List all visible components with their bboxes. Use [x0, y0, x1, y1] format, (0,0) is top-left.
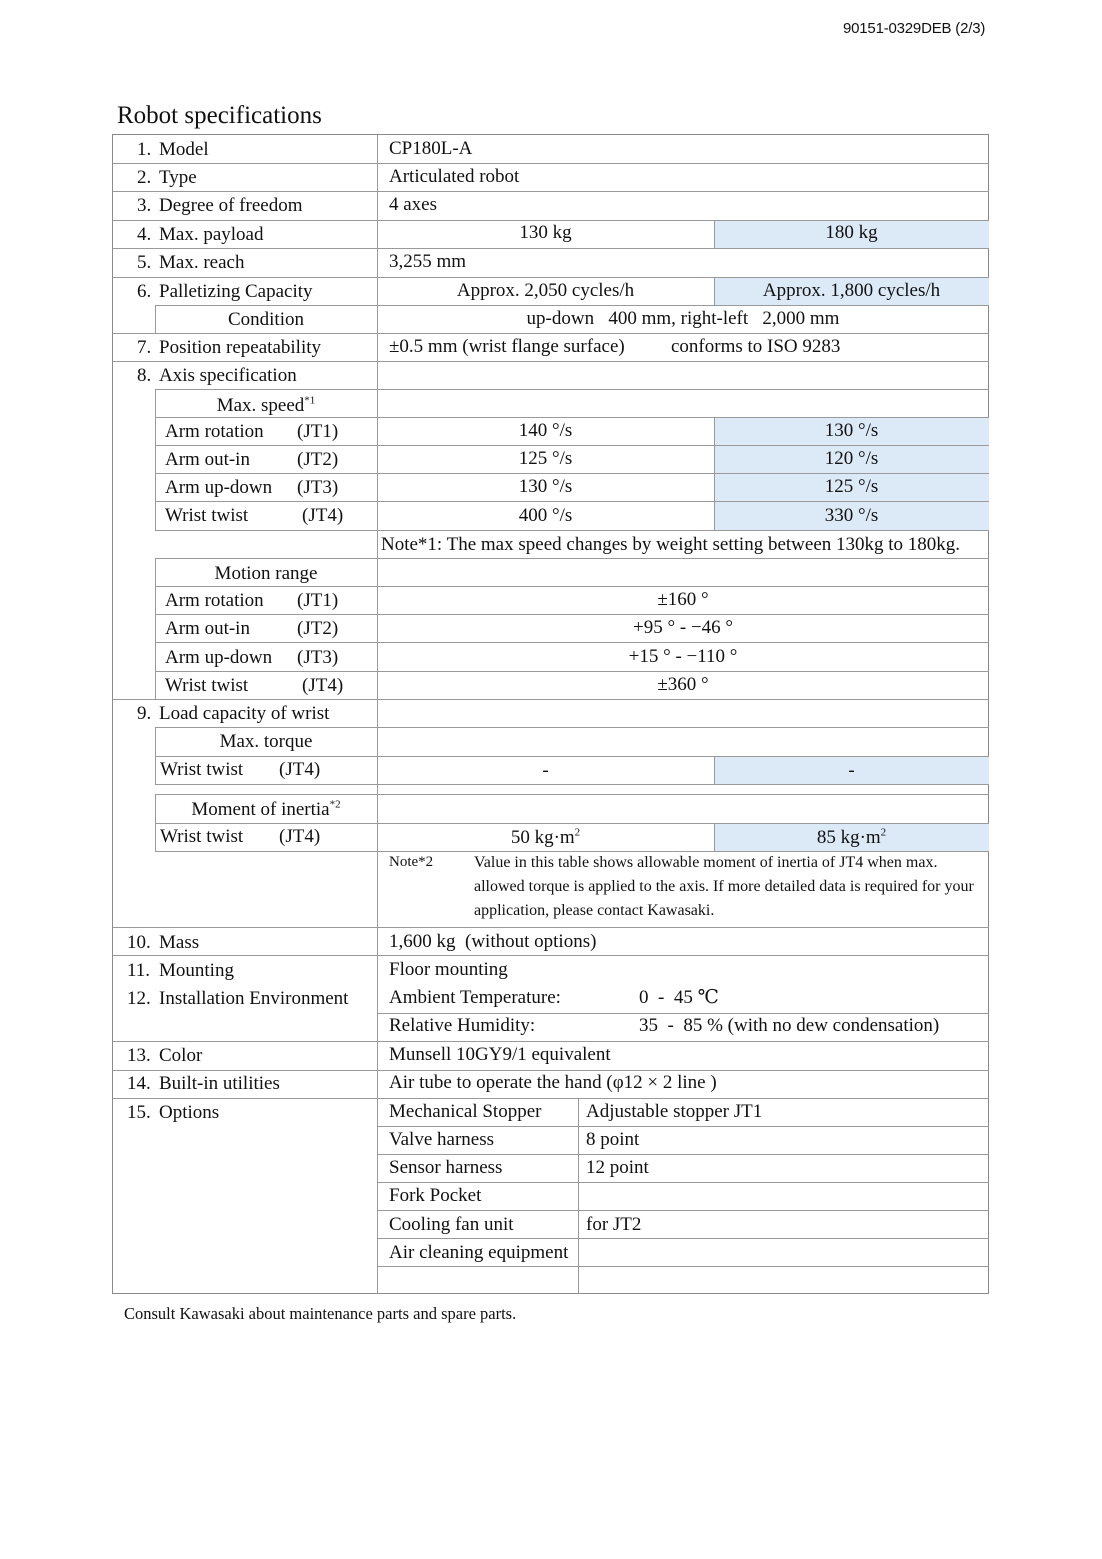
payload-130: 130 kg [519, 222, 572, 243]
reach-label: Max. reach [159, 252, 245, 273]
range-value: +15 ° - −110 ° [628, 646, 738, 667]
mounting-label: Mounting [159, 960, 234, 981]
environment-label: Installation Environment [159, 988, 349, 1009]
row-number: 11. [127, 960, 151, 981]
speed-axis-name: Wrist twist [165, 505, 249, 526]
inertia-axis-name: Wrist twist [160, 826, 244, 847]
color-label: Color [159, 1045, 203, 1066]
speed-180: 125 °/s [824, 476, 879, 497]
option-name: Valve harness [389, 1129, 494, 1150]
speed-axis-name: Arm out-in [165, 449, 250, 470]
inertia-130: 50 $kg\cdot m^2$ [510, 826, 581, 848]
max-speed-label: Max. speed$^{*1}$ [216, 394, 316, 416]
speed-axis-jt: (JT4) [302, 505, 344, 526]
row-number: 9. [137, 703, 152, 724]
iso-conformance: conforms to ISO 9283 [671, 336, 841, 357]
utilities-value: Air tube to operate the hand (φ12 × 2 line ) [389, 1072, 717, 1093]
payload-label: Max. payload [159, 224, 264, 245]
temperature-label: Ambient Temperature: [389, 987, 561, 1008]
options-label: Options [159, 1102, 220, 1123]
option-name: Cooling fan unit [389, 1214, 514, 1235]
footer-note: Consult Kawasaki about maintenance parts and spare parts. [124, 1304, 517, 1323]
note-ref-1: *1 [304, 394, 316, 407]
option-name: Fork Pocket [389, 1185, 482, 1206]
option-value: 8 point [586, 1129, 640, 1150]
row-number: 8. [137, 365, 152, 386]
speed-130: 400 °/s [518, 505, 573, 526]
reach-value: 3,255 mm [389, 251, 467, 272]
range-axis-jt: (JT2) [297, 618, 339, 639]
dof-label: Degree of freedom [159, 195, 303, 216]
range-axis-name: Wrist twist [165, 675, 249, 696]
payload-180: 180 kg [825, 222, 878, 243]
axis-spec-label: Axis specification [159, 365, 297, 386]
range-axis-name: Arm rotation [165, 590, 264, 611]
inertia-axis-jt: (JT4) [279, 826, 321, 847]
option-value: 12 point [586, 1157, 649, 1178]
torque-axis-jt: (JT4) [279, 759, 321, 780]
color-value: Munsell 10GY9/1 equivalent [389, 1044, 611, 1065]
model-label: Model [159, 139, 209, 160]
utilities-label: Built-in utilities [159, 1073, 280, 1094]
cycles-130: Approx. 2,050 cycles/h [456, 280, 635, 301]
range-axis-name: Arm out-in [165, 618, 250, 639]
note-2-mark: Note*2 [389, 854, 434, 870]
cycles-180: Approx. 1,800 cycles/h [762, 280, 941, 301]
option-name: Sensor harness [389, 1157, 503, 1178]
row-number: 13. [127, 1045, 151, 1066]
mounting-value: Floor mounting [389, 959, 508, 980]
range-value: ±360 ° [657, 674, 709, 695]
range-axis-jt: (JT4) [302, 675, 344, 696]
humidity-value: 35 - 85 % (with no dew condensation) [639, 1015, 940, 1036]
inertia-label: Moment of inertia$^{*2}$ [191, 798, 341, 820]
motion-range-label: Motion range [214, 563, 318, 584]
condition-label: Condition [227, 309, 304, 330]
row-number: 7. [137, 337, 152, 358]
note-2-text: Value in this table shows allowable moment of inertia of JT4 when max. allowed torque is applied to the axis. If more detailed data is required for your application, please contact Kawasaki. [474, 854, 974, 919]
torque-axis-name: Wrist twist [160, 759, 244, 780]
range-axis-name: Arm up-down [165, 647, 273, 668]
speed-180: 330 °/s [824, 505, 879, 526]
row-number: 4. [137, 224, 152, 245]
spec-table [112, 134, 989, 1294]
speed-180: 130 °/s [824, 420, 879, 441]
row-number: 10. [127, 932, 151, 953]
document-number: 90151-0329DEB (2/3) [843, 20, 986, 37]
max-torque-label: Max. torque [219, 731, 313, 752]
range-axis-jt: (JT1) [297, 590, 339, 611]
option-value: Adjustable stopper JT1 [586, 1101, 763, 1122]
humidity-label: Relative Humidity: [389, 1015, 536, 1036]
note-ref-2: *2 [329, 798, 341, 811]
repeatability-label: Position repeatability [159, 337, 322, 358]
type-label: Type [159, 167, 197, 188]
speed-axis-name: Arm rotation [165, 421, 264, 442]
palletizing-label: Palletizing Capacity [159, 281, 313, 302]
row-number: 15. [127, 1102, 151, 1123]
row-number: 3. [137, 195, 152, 216]
speed-130: 125 °/s [518, 448, 573, 469]
row-number: 6. [137, 281, 152, 302]
temperature-value: 0 - 45 ℃ [639, 987, 719, 1008]
row-number: 1. [137, 139, 152, 160]
speed-axis-name: Arm up-down [165, 477, 273, 498]
speed-180: 120 °/s [824, 448, 879, 469]
dof-value: 4 axes [389, 194, 438, 215]
page-title: Robot specifications [117, 102, 322, 129]
range-axis-jt: (JT3) [297, 647, 339, 668]
torque-180: - [848, 760, 855, 781]
torque-130: - [542, 760, 549, 781]
mass-label: Mass [159, 932, 200, 953]
condition-value: up-down 400 mm, right-left 2,000 mm [526, 308, 840, 329]
load-capacity-label: Load capacity of wrist [159, 703, 330, 724]
row-number: 5. [137, 252, 152, 273]
speed-note: Note*1: The max speed changes by weight setting between 130kg to 180kg. [381, 534, 961, 555]
option-name: Mechanical Stopper [389, 1101, 542, 1122]
speed-axis-jt: (JT1) [297, 421, 339, 442]
speed-130: 130 °/s [518, 476, 573, 497]
type-value: Articulated robot [389, 166, 520, 187]
row-number: 12. [127, 988, 151, 1009]
mass-value: 1,600 kg (without options) [389, 931, 597, 952]
option-value: for JT2 [586, 1214, 642, 1235]
speed-130: 140 °/s [518, 420, 573, 441]
model-value: CP180L-A [389, 138, 473, 159]
range-value: ±160 ° [657, 589, 709, 610]
row-number: 14. [127, 1073, 151, 1094]
range-value: +95 ° - −46 ° [633, 617, 733, 638]
row-number: 2. [137, 167, 152, 188]
repeatability-value: ±0.5 mm (wrist flange surface) [389, 336, 625, 357]
speed-axis-jt: (JT2) [297, 449, 339, 470]
speed-axis-jt: (JT3) [297, 477, 339, 498]
option-name: Air cleaning equipment [389, 1242, 569, 1263]
inertia-180: 85 $kg\cdot m^2$ [816, 826, 887, 848]
